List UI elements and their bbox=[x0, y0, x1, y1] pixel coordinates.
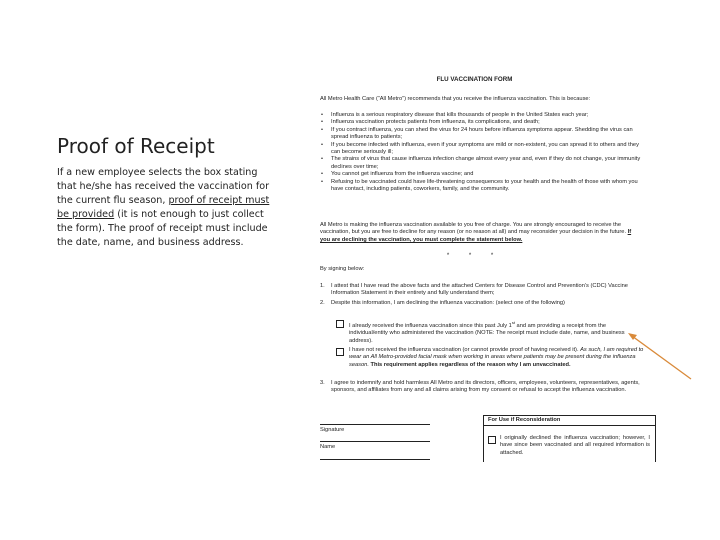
reconsideration-text: I originally declined the influenza vaccination; however, I have since been vaccinated and all required information is attached. bbox=[500, 435, 650, 456]
slide-title: Proof of Receipt bbox=[57, 134, 215, 158]
list-item: • Influenza is a serious respiratory disease that kills thousands of people in the United States each year; bbox=[320, 112, 642, 119]
statement-text: I attest that I have read the above facts and the attached Centers for Disease Control and Prevention’s (CDC) Vaccine Information Statement in their entirety and fully understand them; bbox=[331, 283, 628, 297]
list-item: • You cannot get influenza from the influenza vaccine; and bbox=[320, 171, 642, 178]
slide-body-underlined: proof of receipt must be provided bbox=[57, 194, 270, 220]
reconsideration-title: For Use if Reconsideration bbox=[488, 417, 561, 423]
statement-number: 1. bbox=[320, 283, 325, 289]
superscript: st bbox=[511, 320, 515, 325]
list-item: • Refusing to be vaccinated could have life-threatening consequences to your health and the health of those with whom you have contact, including patients, coworkers, family, and the community. bbox=[320, 179, 642, 194]
offer-instruction: If you are declining the vaccination, you must complete the statement below. bbox=[320, 229, 632, 243]
list-item: • If you become infected with influenza, even if your symptoms are mild or non-existent, you can spread it to others and they can become seriously ill; bbox=[320, 142, 642, 157]
statement-text: Despite this information, I am declining the influenza vaccination: (select one of the following) bbox=[331, 300, 565, 306]
signature-label: Signature bbox=[320, 427, 345, 433]
option-text-part: and am providing a receipt from the individual/entity who administered the vaccination (NOTE: The receipt must include date, name, and business address). bbox=[349, 322, 625, 344]
option-text-bold: This requirement applies regardless of the reason why I am unvaccinated. bbox=[370, 361, 571, 368]
slide-body-text: If a new employee selects the box stating that he/she has received the vaccination for the current flu season, bbox=[57, 167, 270, 206]
offer-text: All Metro is making the influenza vaccination available to you free of charge. You are strongly encouraged to receive the vaccination, but you are free to decline for any reason (or no reason at all) and may reconsider your decision in the future. bbox=[320, 222, 627, 236]
statement-number: 2. bbox=[320, 300, 325, 306]
arrow-shaft bbox=[632, 336, 691, 379]
option-text-part: I have not received the influenza vaccination (or cannot provide proof of having received it). bbox=[349, 347, 579, 353]
list-item: • The strains of virus that cause influenza infection change almost every year and, even if they do not change, your immunity declines over time; bbox=[320, 156, 642, 171]
option-text-part: I already received the influenza vaccination since this past July 1 bbox=[349, 322, 512, 329]
signing-heading: By signing below: bbox=[320, 266, 365, 272]
slide-body-text-2: (it is not enough to just collect the form). The proof of receipt must include the date, name, and business address. bbox=[57, 208, 268, 248]
option-text-italic: As such, I am required to wear an All Metro-provided facial mask when working in areas where patients may be present during the influenza season. bbox=[349, 347, 644, 368]
statement-number: 3. bbox=[320, 380, 325, 386]
form-title: FLU VACCINATION FORM bbox=[436, 76, 513, 83]
separator-stars: * * * bbox=[446, 253, 503, 259]
list-item: • Influenza vaccination protects patients from influenza, its complications, and death; bbox=[320, 119, 642, 126]
statement-text: I agree to indemnify and hold harmless All Metro and its directors, officers, employees, volunteers, representatives, agents, sponsors, and affiliates from any and all claims arising from my consent or refusal to accept the influenza vaccination. bbox=[331, 380, 640, 394]
form-intro: All Metro Health Care (“All Metro”) recommends that you receive the influenza vaccination. This is because: bbox=[320, 96, 591, 102]
name-label: Name bbox=[320, 444, 336, 450]
list-item: • If you contract influenza, you can shed the virus for 24 hours before influenza symptoms appear. Shedding the virus can spread influenza to patients; bbox=[320, 127, 642, 142]
